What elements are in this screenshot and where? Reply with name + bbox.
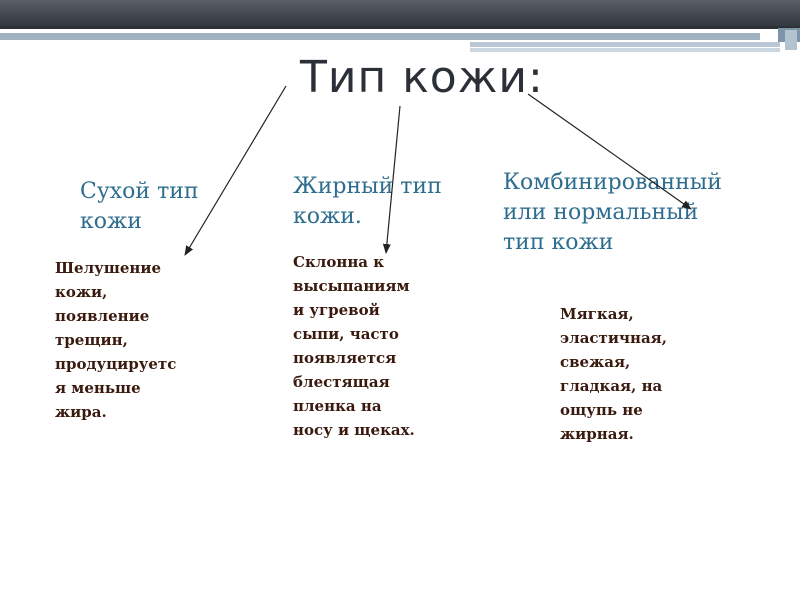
arrow-to-oily-description bbox=[386, 106, 400, 253]
arrow-to-combination-description bbox=[528, 94, 691, 209]
description-combination-skin: Мягкая, эластичная, свежая, гладкая, на ощупь не жирная. bbox=[560, 305, 667, 443]
description-oily-skin: Склонна к высыпаниям и угревой сыпи, часто появляется блестящая пленка на носу и щеках. bbox=[293, 253, 415, 439]
heading-oily-skin: Жирный тип кожи. bbox=[293, 174, 442, 229]
heading-dry-skin: Сухой тип кожи bbox=[80, 179, 199, 234]
arrow-to-dry-description bbox=[185, 86, 286, 255]
slide-title: Тип кожи: bbox=[300, 52, 544, 103]
heading-combination-skin: Комбинированный или нормальный тип кожи bbox=[503, 170, 722, 255]
description-dry-skin: Шелушение кожи, появление трещин, продуцируетс я меньше жира. bbox=[55, 259, 177, 421]
